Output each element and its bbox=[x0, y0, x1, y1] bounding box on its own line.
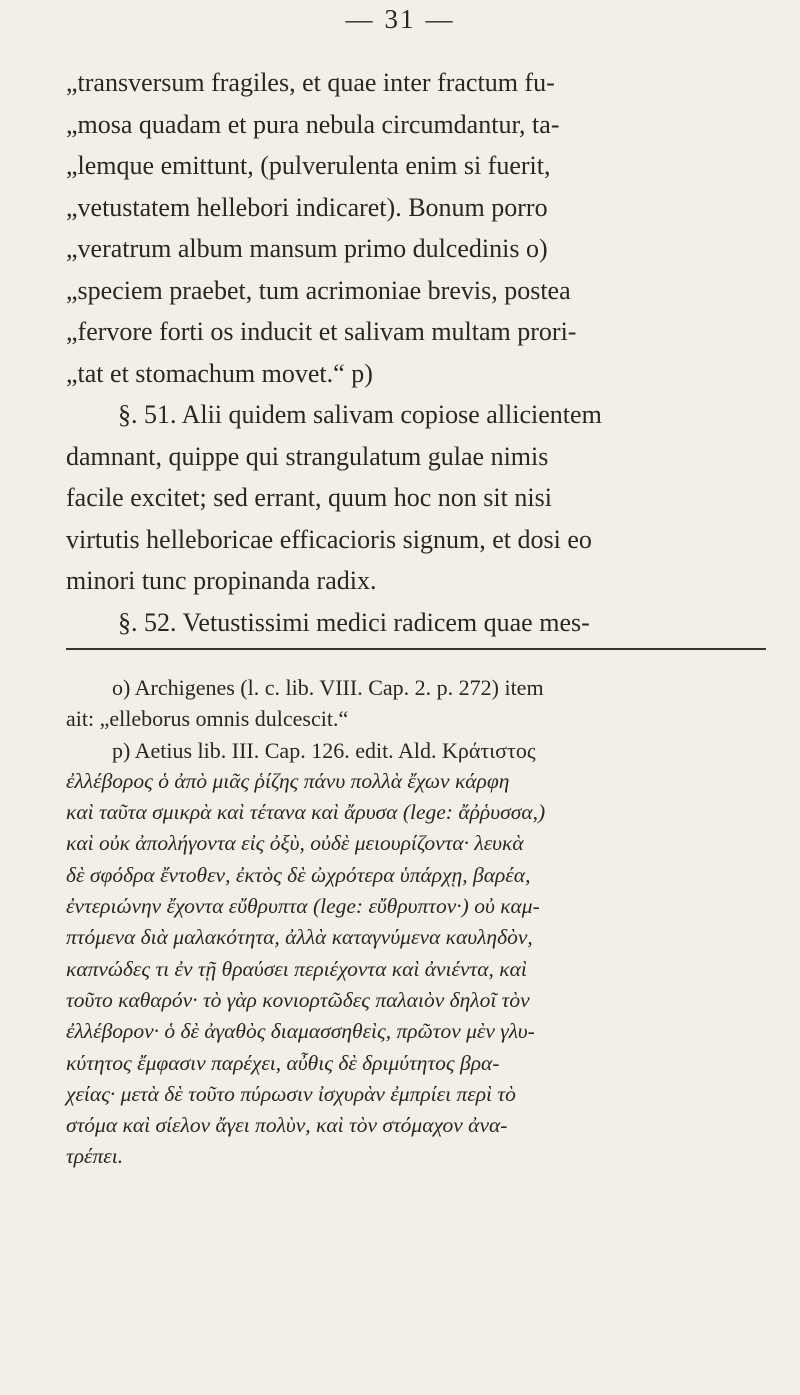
greek-line: πτόμενα διὰ μαλακότητα, ἀλλὰ καταγνύμενα καυληδὸν, bbox=[66, 925, 533, 950]
footnote-divider bbox=[66, 648, 766, 650]
greek-line: ἐλλέβορος ὁ ἀπὸ μιᾶς ῥίζης πάνυ πολλὰ ἔχων κάρφη bbox=[66, 768, 510, 793]
text-line: damnant, quippe qui strangulatum gulae nimis bbox=[66, 441, 549, 471]
header-dash-left: — bbox=[345, 4, 375, 34]
greek-line: ἐλλέβορον· ὁ δὲ ἀγαθὸς διαμασσηθεὶς, πρῶτον μὲν γλυ- bbox=[66, 1019, 535, 1044]
footnote-o: o) Archigenes (l. c. lib. VIII. Cap. 2. p. 272) item bbox=[112, 675, 544, 700]
text-line: „mosa quadam et pura nebula circumdantur, ta- bbox=[66, 109, 560, 139]
text-line: „transversum fragiles, et quae inter fractum fu- bbox=[66, 68, 555, 97]
greek-line: καὶ οὐκ ἀπολήγοντα εἰς ὀξὺ, οὐδὲ μειουρίζοντα· λευκὰ bbox=[66, 831, 524, 856]
greek-line: χείας· μετὰ δὲ τοῦτο πύρωσιν ἰσχυρὰν ἐμπρίει περὶ τὸ bbox=[66, 1081, 516, 1106]
greek-line: καπνώδες τι ἐν τῇ θραύσει περιέχοντα καὶ ἀνιέντα, καὶ bbox=[66, 956, 527, 981]
page-header bbox=[0, 4, 800, 35]
greek-line: τοῦτο καθαρόν· τὸ γὰρ κονιορτῶδες παλαιὸν δηλοῖ τὸν bbox=[66, 987, 530, 1012]
greek-line: δὲ σφόδρα ἔντοθεν, ἐκτὸς δὲ ὠχρότερα ὑπάρχῃ, βαρέα, bbox=[66, 862, 531, 887]
text-line: „tat et stomachum movet.“ p) bbox=[66, 358, 373, 388]
text-line: minori tunc propinanda radix. bbox=[66, 566, 377, 595]
header-dash-right: — bbox=[425, 4, 455, 34]
main-text bbox=[66, 62, 766, 643]
section-52-start: §. 52. Vetustissimi medici radicem quae mes- bbox=[118, 607, 590, 637]
footnote-o-cont: ait: „elleborus omnis dulcescit.“ bbox=[66, 706, 349, 732]
text-line: „speciem praebet, tum acrimoniae brevis, postea bbox=[66, 275, 571, 305]
text-line: „vetustatem hellebori indicaret). Bonum porro bbox=[66, 192, 548, 222]
section-51-start: §. 51. Alii quidem salivam copiose allicientem bbox=[118, 400, 602, 429]
greek-line: τρέπει. bbox=[66, 1144, 124, 1169]
text-line: „veratrum album mansum primo dulcedinis o) bbox=[66, 234, 548, 263]
greek-line: ἐντεριώνην ἔχοντα εὔθρυπτα (lege: εὔθρυπτον·) οὐ καμ- bbox=[66, 894, 540, 919]
page-number: 31 bbox=[384, 4, 416, 34]
text-line: facile excitet; sed errant, quum hoc non sit nisi bbox=[66, 483, 552, 512]
greek-line: κύτητος ἔμφασιν παρέχει, αὖθις δὲ δριμύτητος βρα- bbox=[66, 1050, 500, 1075]
footnote-p: p) Aetius lib. III. Cap. 126. edit. Ald. Κράτιστος bbox=[112, 737, 536, 763]
text-line: „fervore forti os inducit et salivam multam prori- bbox=[66, 317, 577, 346]
greek-line: στόμα καὶ σίελον ἄγει πολὺν, καὶ τὸν στόμαχον ἀνα- bbox=[66, 1113, 508, 1138]
footnotes bbox=[66, 672, 772, 1173]
text-line: virtutis helleboricae efficacioris signum, et dosi eo bbox=[66, 524, 592, 554]
text-line: „lemque emittunt, (pulverulenta enim si fuerit, bbox=[66, 151, 551, 180]
greek-line: καὶ ταῦτα σμικρὰ καὶ τέτανα καὶ ἄρυσα (lege: ἄῤῥυσσα,) bbox=[66, 800, 546, 825]
